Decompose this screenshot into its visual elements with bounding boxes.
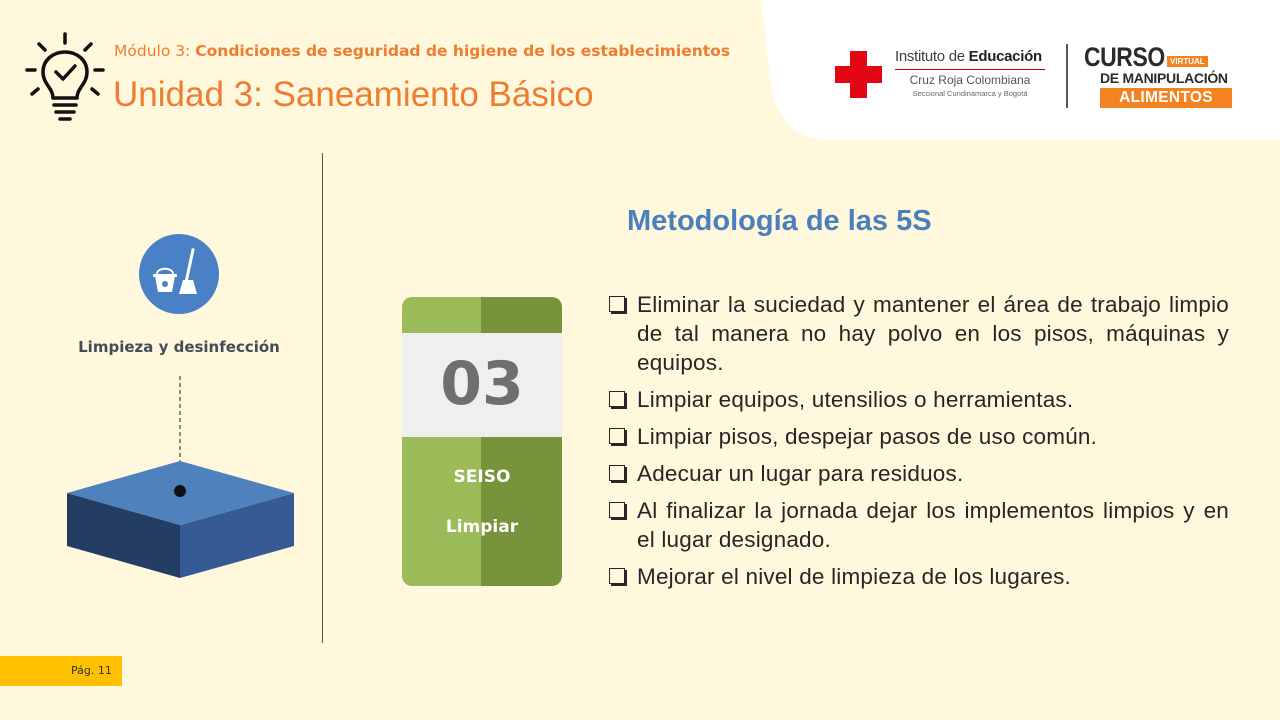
unit-title: Unidad 3: Saneamiento Básico: [113, 75, 594, 114]
card-bottom-band: [402, 437, 562, 586]
lightbulb-check-icon: [24, 32, 106, 122]
course-logo: [1084, 44, 1244, 110]
red-cross-logo-icon: [835, 51, 882, 98]
page-number: Pág. 11: [71, 664, 112, 677]
course-line2: DE MANIPULACIÓN: [1100, 70, 1228, 86]
category-label: Limpieza y desinfección: [78, 338, 280, 356]
checkbox-bullet-icon: [609, 296, 625, 312]
institute-line1-b: Educación: [968, 48, 1042, 65]
module-heading: [114, 42, 730, 60]
list-item: [607, 385, 1229, 414]
checkbox-bullet-icon: [609, 568, 625, 584]
institute-line3: Seccional Cundinamarca y Bogotá: [912, 89, 1028, 98]
module-prefix: Módulo 3:: [114, 42, 191, 60]
category-icon-circle: [139, 234, 219, 314]
bullet-text: Mejorar el nivel de limpieza de los lugares.: [637, 564, 1072, 589]
course-virtual-badge: VIRTUAL: [1167, 56, 1208, 67]
institute-logo: [895, 48, 1055, 98]
module-title: Condiciones de seguridad de higiene de los establecimientos: [195, 42, 731, 60]
bullet-text: Al finalizar la jornada dejar los implementos limpios y en el lugar designado.: [637, 498, 1229, 552]
institute-divider: [895, 69, 1045, 70]
course-line3: ALIMENTOS: [1100, 88, 1232, 108]
card-meaning: Limpiar: [445, 517, 519, 537]
logo-separator: [1066, 44, 1068, 108]
card-term: SEISO: [453, 467, 511, 487]
institute-line1-a: Instituto de: [895, 48, 969, 65]
card-top-band: [402, 297, 562, 333]
list-item: [607, 496, 1229, 554]
checkbox-bullet-icon: [609, 428, 625, 444]
course-word: CURSO: [1084, 42, 1165, 72]
bullet-text: Eliminar la suciedad y mantener el área de trabajo limpio de tal manera no hay polvo en los pisos, máquinas y equipos.: [637, 292, 1229, 375]
checkbox-bullet-icon: [609, 391, 625, 407]
list-item: [607, 459, 1229, 488]
section-title: Metodología de las 5S: [627, 205, 932, 237]
list-item: [607, 290, 1229, 377]
list-item: [607, 422, 1229, 451]
bullet-text: Adecuar un lugar para residuos.: [637, 461, 964, 486]
pedestal-box-illustration: [60, 370, 300, 590]
bullet-text: Limpiar pisos, despejar pasos de uso común.: [637, 424, 1098, 449]
list-item: [607, 562, 1229, 591]
step-card: [402, 297, 562, 586]
card-number: 03: [440, 349, 524, 419]
bullet-text: Limpiar equipos, utensilios o herramientas.: [637, 387, 1074, 412]
checkbox-bullet-icon: [609, 465, 625, 481]
bullet-list: [607, 290, 1229, 599]
checkbox-bullet-icon: [609, 502, 625, 518]
vertical-divider: [322, 153, 323, 643]
bucket-mop-icon: [139, 234, 219, 314]
institute-line2: Cruz Roja Colombiana: [909, 73, 1031, 87]
